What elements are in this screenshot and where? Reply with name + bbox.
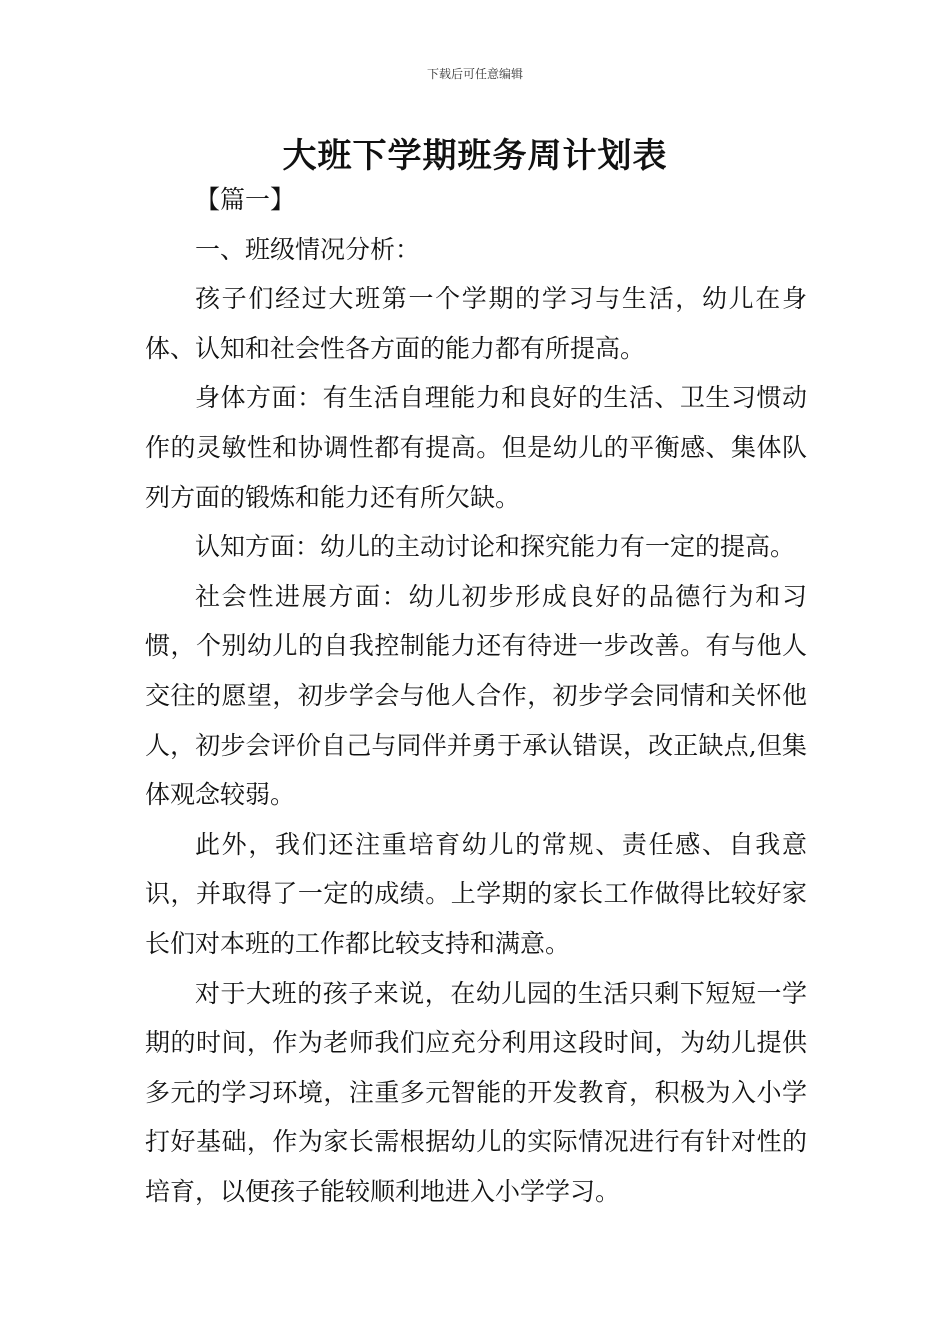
section-tag: 【篇一】 bbox=[195, 185, 296, 214]
paragraph: 身体方面：有生活自理能力和良好的生活、卫生习惯动作的灵敏性和协调性都有提高。但是幼儿的平衡感、集体队列方面的锻炼和能力还有所欠缺。 bbox=[145, 383, 807, 512]
paragraph: 对于大班的孩子来说，在幼儿园的生活只剩下短短一学期的时间，作为老师我们应充分利用这段时间，为幼儿提供多元的学习环境，注重多元智能的开发教育，积极为入小学打好基础，作为家长需根据幼儿的实际情况进行有针对性的培育，以便孩子能较顺利地进入小学学习。 bbox=[145, 978, 807, 1206]
document-body bbox=[145, 175, 807, 1216]
section-heading: 一、班级情况分析： bbox=[195, 234, 421, 264]
document-title: 大班下学期班务周计划表 bbox=[282, 136, 668, 176]
paragraph: 认知方面：幼儿的主动讨论和探究能力有一定的提高。 bbox=[195, 532, 796, 562]
paragraph: 此外，我们还注重培育幼儿的常规、责任感、自我意识，并取得了一定的成绩。上学期的家长工作做得比较好家长们对本班的工作都比较支持和满意。 bbox=[145, 829, 807, 958]
paragraph: 社会性进展方面：幼儿初步形成良好的品德行为和习惯，个别幼儿的自我控制能力还有待进一步改善。有与他人交往的愿望，初步学会与他人合作，初步学会同情和关怀他人，初步会评价自己与同伴并勇于承认错误，改正缺点,但集体观念较弱。 bbox=[145, 581, 807, 810]
header-note: 下载后可任意编辑 bbox=[426, 67, 523, 81]
paragraph: 孩子们经过大班第一个学期的学习与生活，幼儿在身体、认知和社会性各方面的能力都有所提高。 bbox=[145, 284, 807, 363]
